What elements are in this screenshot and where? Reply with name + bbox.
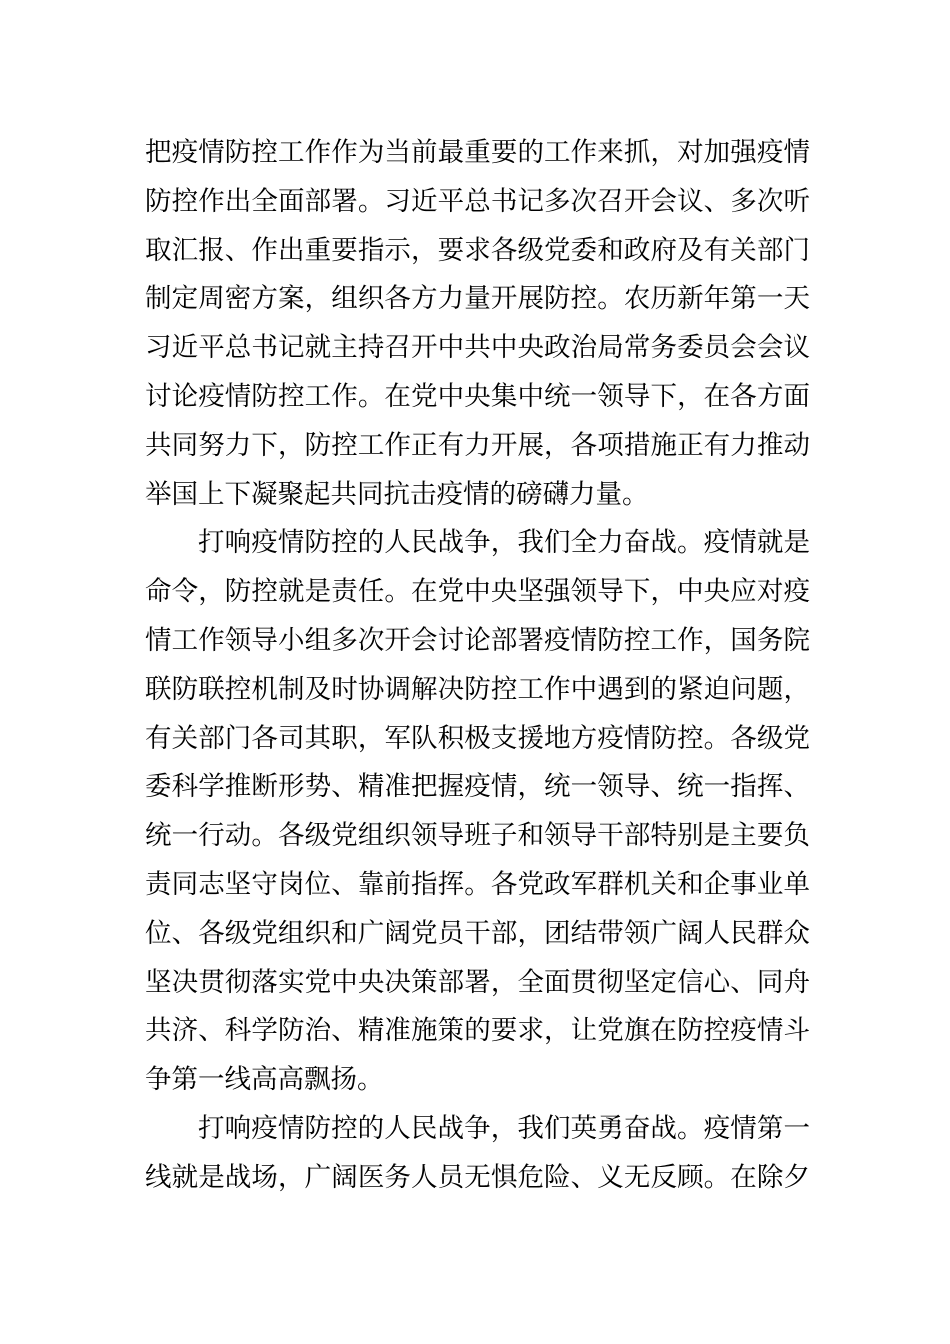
paragraph-2-line-11: 共济、科学防治、精准施策的要求，让党旗在防控疫情斗 xyxy=(145,1015,810,1047)
paragraph-2-line-8: 责同志坚守岗位、靠前指挥。各党政军群机关和企事业单 xyxy=(145,868,810,900)
paragraph-3-line-1: 打响疫情防控的人民战争，我们英勇奋战。疫情第一 xyxy=(198,1112,810,1144)
paragraph-2-line-5: 有关部门各司其职，军队积极支援地方疫情防控。各级党 xyxy=(145,722,810,754)
paragraph-2-line-1: 打响疫情防控的人民战争，我们全力奋战。疫情就是 xyxy=(198,527,810,559)
paragraph-1-line-1: 把疫情防控工作作为当前最重要的工作来抓，对加强疫情 xyxy=(145,137,810,168)
paragraph-2-line-9: 位、各级党组织和广阔党员干部，团结带领广阔人民群众 xyxy=(145,917,810,949)
paragraph-1-line-3: 取汇报、作出重要指示，要求各级党委和政府及有关部门 xyxy=(145,234,810,266)
paragraph-1-line-2: 防控作出全面部署。习近平总书记多次召开会议、多次听 xyxy=(145,185,810,217)
paragraph-2-line-6: 委科学推断形势、精准把握疫情，统一领导、统一指挥、 xyxy=(145,771,810,803)
paragraph-2-line-7: 统一行动。各级党组织领导班子和领导干部特别是主要负 xyxy=(145,820,810,852)
paragraph-1-line-6: 讨论疫情防控工作。在党中央集中统一领导下，在各方面 xyxy=(145,380,810,412)
paragraph-2-line-10: 坚决贯彻落实党中央决策部署，全面贯彻坚定信心、同舟 xyxy=(145,966,810,998)
paragraph-1-line-7: 共同努力下，防控工作正有力开展，各项措施正有力推动 xyxy=(145,429,810,461)
paragraph-1-line-8: 举国上下凝聚起共同抗击疫情的磅礴力量。 xyxy=(145,478,649,510)
paragraph-2-line-2: 命令，防控就是责任。在党中央坚强领导下，中央应对疫 xyxy=(145,576,810,608)
paragraph-2-line-4: 联防联控机制及时协调解决防控工作中遇到的紧迫问题， xyxy=(145,673,810,705)
paragraph-1-line-5: 习近平总书记就主持召开中共中央政治局常务委员会会议 xyxy=(145,332,810,364)
paragraph-2-line-12: 争第一线高高飘扬。 xyxy=(145,1064,384,1096)
paragraph-1-line-4: 制定周密方案，组织各方力量开展防控。农历新年第一天 xyxy=(145,283,810,315)
document-body xyxy=(145,129,810,1203)
paragraph-2-line-3: 情工作领导小组多次开会讨论部署疫情防控工作，国务院 xyxy=(145,624,810,656)
paragraph-3-line-2: 线就是战场，广阔医务人员无惧危险、义无反顾。在除夕 xyxy=(145,1161,810,1193)
